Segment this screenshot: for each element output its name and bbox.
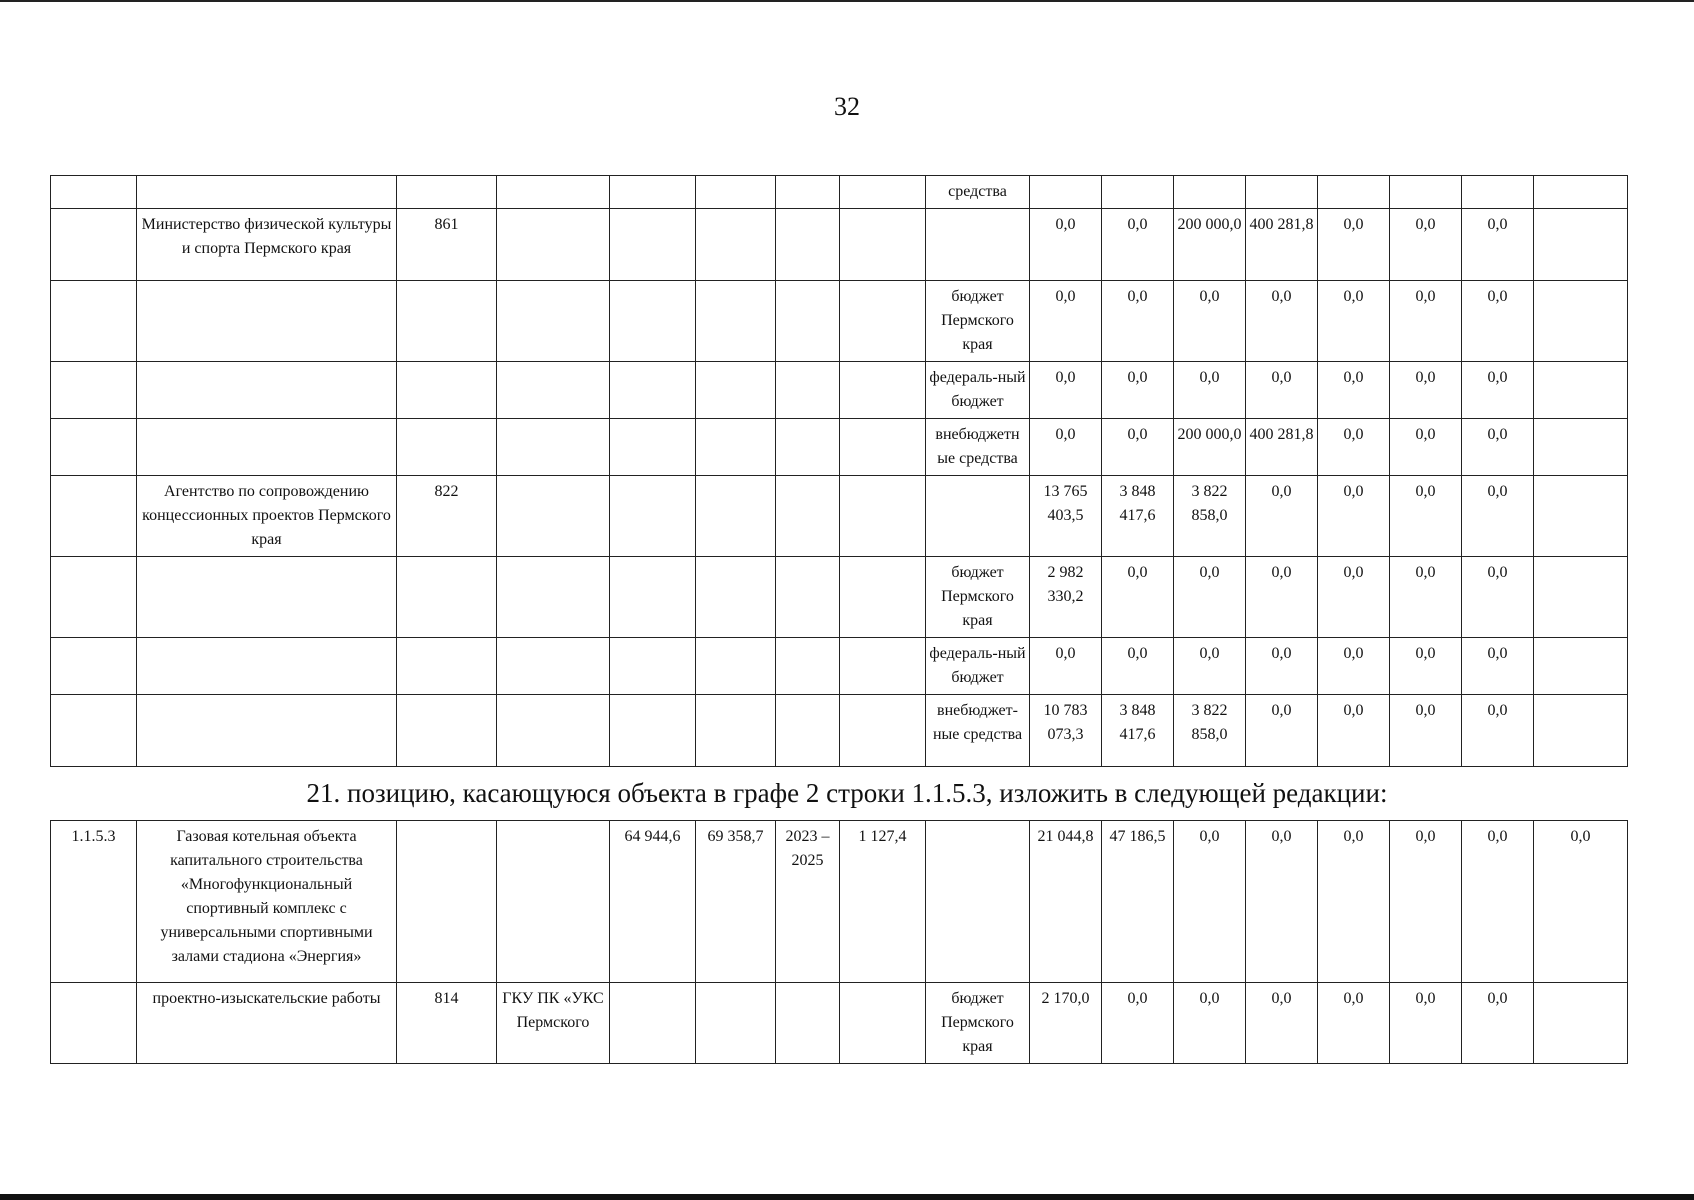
table-cell (840, 362, 926, 419)
table-cell (397, 281, 497, 362)
table-row (51, 557, 1628, 638)
table-cell: 0,0 (1102, 419, 1174, 476)
table-cell: 0,0 (1390, 209, 1462, 281)
table-cell: средства (926, 176, 1030, 209)
table-cell: 0,0 (1462, 209, 1534, 281)
table-row (51, 638, 1628, 695)
table-cell (1390, 176, 1462, 209)
budget-table-continued (50, 175, 1628, 767)
table-cell: 0,0 (1102, 983, 1174, 1064)
object-amendment-table (50, 820, 1628, 1064)
table-cell: 0,0 (1318, 281, 1390, 362)
table-cell: 2023 – 2025 (776, 821, 840, 983)
table-cell (696, 209, 776, 281)
table-cell: Министерство физической культуры и спорта Пермского края (137, 209, 397, 281)
table-cell (397, 176, 497, 209)
table-cell: 814 (397, 983, 497, 1064)
table-cell (51, 557, 137, 638)
table-cell (610, 695, 696, 767)
table-cell (610, 209, 696, 281)
table-cell: 0,0 (1102, 281, 1174, 362)
table-cell: 2 982 330,2 (1030, 557, 1102, 638)
table-row (51, 281, 1628, 362)
table-cell: 200 000,0 (1174, 419, 1246, 476)
table-row (51, 362, 1628, 419)
table-cell: 0,0 (1174, 557, 1246, 638)
table-cell (137, 557, 397, 638)
table-cell (926, 821, 1030, 983)
table-cell (776, 362, 840, 419)
table-cell: 0,0 (1390, 419, 1462, 476)
table-cell (696, 362, 776, 419)
table-cell (696, 983, 776, 1064)
table-cell (1534, 209, 1628, 281)
table-cell (776, 695, 840, 767)
table-cell: федераль-ный бюджет (926, 638, 1030, 695)
table-cell: 0,0 (1174, 983, 1246, 1064)
table-cell: 0,0 (1462, 983, 1534, 1064)
table-cell: 0,0 (1534, 821, 1628, 983)
table-cell: 0,0 (1174, 281, 1246, 362)
table-cell (1534, 176, 1628, 209)
table-row (51, 476, 1628, 557)
table-cell (926, 209, 1030, 281)
table-cell: 2 170,0 (1030, 983, 1102, 1064)
table-cell (610, 281, 696, 362)
table-cell: 0,0 (1102, 209, 1174, 281)
page-number: 32 (834, 92, 860, 121)
table-cell (497, 281, 610, 362)
table-cell (696, 476, 776, 557)
table-cell: 400 281,8 (1246, 419, 1318, 476)
table-cell: 0,0 (1318, 362, 1390, 419)
table-cell: 0,0 (1246, 821, 1318, 983)
table-cell: федераль-ный бюджет (926, 362, 1030, 419)
table-cell (51, 362, 137, 419)
table-cell (137, 362, 397, 419)
table-cell (776, 557, 840, 638)
table-cell (696, 281, 776, 362)
table-cell: 0,0 (1390, 476, 1462, 557)
table-cell (397, 821, 497, 983)
table-cell (1534, 983, 1628, 1064)
table-cell (1462, 176, 1534, 209)
table-cell: 0,0 (1246, 695, 1318, 767)
table-cell: 3 822 858,0 (1174, 695, 1246, 767)
table-cell: 0,0 (1246, 476, 1318, 557)
table-cell (51, 419, 137, 476)
table-cell: 1.1.5.3 (51, 821, 137, 983)
table-cell: 0,0 (1102, 638, 1174, 695)
table-cell: 0,0 (1318, 476, 1390, 557)
table-row (51, 419, 1628, 476)
table-cell: 0,0 (1246, 557, 1318, 638)
table-cell (696, 695, 776, 767)
table-cell (776, 209, 840, 281)
table-cell (840, 209, 926, 281)
table-cell (840, 176, 926, 209)
table-cell: 0,0 (1318, 638, 1390, 695)
table-cell: 0,0 (1462, 362, 1534, 419)
table-cell (776, 176, 840, 209)
table-cell: 0,0 (1390, 983, 1462, 1064)
amendment-instruction: 21. позицию, касающуюся объекта в графе 2 строки 1.1.5.3, изложить в следующей редакции: (306, 778, 1388, 808)
table-cell: 0,0 (1390, 821, 1462, 983)
table-cell: 69 358,7 (696, 821, 776, 983)
table-cell (1534, 557, 1628, 638)
table-cell (51, 209, 137, 281)
table-cell: 0,0 (1174, 638, 1246, 695)
table-cell (1534, 419, 1628, 476)
table-cell: 0,0 (1462, 476, 1534, 557)
table-row (51, 695, 1628, 767)
table-cell (497, 638, 610, 695)
table-cell (1534, 281, 1628, 362)
table-cell (840, 281, 926, 362)
table-cell: 64 944,6 (610, 821, 696, 983)
page-bottom-border (0, 1194, 1694, 1200)
table-cell (397, 419, 497, 476)
table-cell (497, 419, 610, 476)
table-cell (696, 557, 776, 638)
table-cell (137, 638, 397, 695)
table-cell: 0,0 (1174, 821, 1246, 983)
table-cell (51, 176, 137, 209)
table-cell (840, 557, 926, 638)
table-cell: 10 783 073,3 (1030, 695, 1102, 767)
table-cell: 822 (397, 476, 497, 557)
table-cell: 47 186,5 (1102, 821, 1174, 983)
table-row (51, 821, 1628, 983)
table-cell: 0,0 (1462, 419, 1534, 476)
table-cell (397, 695, 497, 767)
table-cell (497, 176, 610, 209)
table-cell (137, 176, 397, 209)
table-cell (497, 557, 610, 638)
table-cell (497, 362, 610, 419)
table-cell: 0,0 (1102, 557, 1174, 638)
table-cell: 0,0 (1246, 281, 1318, 362)
table-cell (1318, 176, 1390, 209)
table-cell: 200 000,0 (1174, 209, 1246, 281)
table-cell: внебюджет-ные средства (926, 695, 1030, 767)
table-cell: 0,0 (1462, 638, 1534, 695)
table-cell: 0,0 (1030, 419, 1102, 476)
table-cell: 3 822 858,0 (1174, 476, 1246, 557)
table-cell (497, 821, 610, 983)
table-cell (1534, 638, 1628, 695)
table-cell (610, 638, 696, 695)
table-cell: 0,0 (1030, 281, 1102, 362)
table-cell: 3 848 417,6 (1102, 695, 1174, 767)
table-cell (696, 419, 776, 476)
table-cell: Агентство по сопровождению концессионных проектов Пермского края (137, 476, 397, 557)
table-cell (776, 419, 840, 476)
table-cell (610, 557, 696, 638)
table-cell (497, 695, 610, 767)
table-cell: 0,0 (1030, 209, 1102, 281)
table-cell: 0,0 (1390, 695, 1462, 767)
table-cell: 0,0 (1318, 419, 1390, 476)
table-cell: 400 281,8 (1246, 209, 1318, 281)
table-cell: Газовая котельная объекта капитального строительства «Многофункциональный спортивный комплекс с универсальными спортивными залами стадиона «Энергия» (137, 821, 397, 983)
table-cell: 13 765 403,5 (1030, 476, 1102, 557)
table-cell (497, 209, 610, 281)
table-cell (1246, 176, 1318, 209)
table-cell (397, 557, 497, 638)
table-cell (610, 362, 696, 419)
table-cell (610, 176, 696, 209)
page-top-border (0, 0, 1694, 2)
table-cell (776, 476, 840, 557)
table-cell: 0,0 (1318, 209, 1390, 281)
table-row (51, 209, 1628, 281)
table-cell (610, 419, 696, 476)
table-cell (137, 419, 397, 476)
table-cell: ГКУ ПК «УКС Пермского (497, 983, 610, 1064)
table-cell: 0,0 (1318, 557, 1390, 638)
table-cell: 0,0 (1318, 821, 1390, 983)
table-cell (51, 695, 137, 767)
table-cell (840, 983, 926, 1064)
table-cell (1534, 695, 1628, 767)
table-cell: бюджет Пермского края (926, 983, 1030, 1064)
table-cell: 0,0 (1246, 362, 1318, 419)
table-cell: 21 044,8 (1030, 821, 1102, 983)
table-cell: 0,0 (1030, 638, 1102, 695)
table-row (51, 983, 1628, 1064)
table-cell (840, 638, 926, 695)
table-cell: 0,0 (1390, 638, 1462, 695)
table-cell (610, 476, 696, 557)
table-cell (1534, 362, 1628, 419)
table-cell (926, 476, 1030, 557)
table-cell: 0,0 (1390, 362, 1462, 419)
table-cell (1102, 176, 1174, 209)
table-cell (776, 638, 840, 695)
table-cell: 0,0 (1246, 638, 1318, 695)
table-cell (1030, 176, 1102, 209)
table-cell: 3 848 417,6 (1102, 476, 1174, 557)
table-cell (776, 983, 840, 1064)
table-cell (840, 695, 926, 767)
table-cell (696, 638, 776, 695)
table-cell (1534, 476, 1628, 557)
table-cell: 0,0 (1462, 695, 1534, 767)
table-cell: 0,0 (1318, 983, 1390, 1064)
table-cell (397, 638, 497, 695)
table-cell (840, 476, 926, 557)
table-row (51, 176, 1628, 209)
table-cell (610, 983, 696, 1064)
table-cell: 0,0 (1174, 362, 1246, 419)
table-cell: 0,0 (1030, 362, 1102, 419)
table-cell: бюджет Пермского края (926, 281, 1030, 362)
table-cell (497, 476, 610, 557)
table-cell: 0,0 (1462, 281, 1534, 362)
table-cell: внебюджетн ые средства (926, 419, 1030, 476)
table-cell: 1 127,4 (840, 821, 926, 983)
table-cell: 861 (397, 209, 497, 281)
table-cell: проектно-изыскательские работы (137, 983, 397, 1064)
table-cell: бюджет Пермского края (926, 557, 1030, 638)
table-cell: 0,0 (1462, 557, 1534, 638)
table-cell (137, 695, 397, 767)
table-cell: 0,0 (1246, 983, 1318, 1064)
table-cell (1174, 176, 1246, 209)
table-cell (840, 419, 926, 476)
table-cell: 0,0 (1318, 695, 1390, 767)
table-cell: 0,0 (1390, 557, 1462, 638)
table-cell: 0,0 (1462, 821, 1534, 983)
table-cell (696, 176, 776, 209)
table-cell (397, 362, 497, 419)
table-cell (137, 281, 397, 362)
table-cell: 0,0 (1390, 281, 1462, 362)
table-cell (51, 281, 137, 362)
table-cell (51, 638, 137, 695)
table-cell (51, 476, 137, 557)
table-cell (776, 281, 840, 362)
table-cell: 0,0 (1102, 362, 1174, 419)
table-cell (51, 983, 137, 1064)
